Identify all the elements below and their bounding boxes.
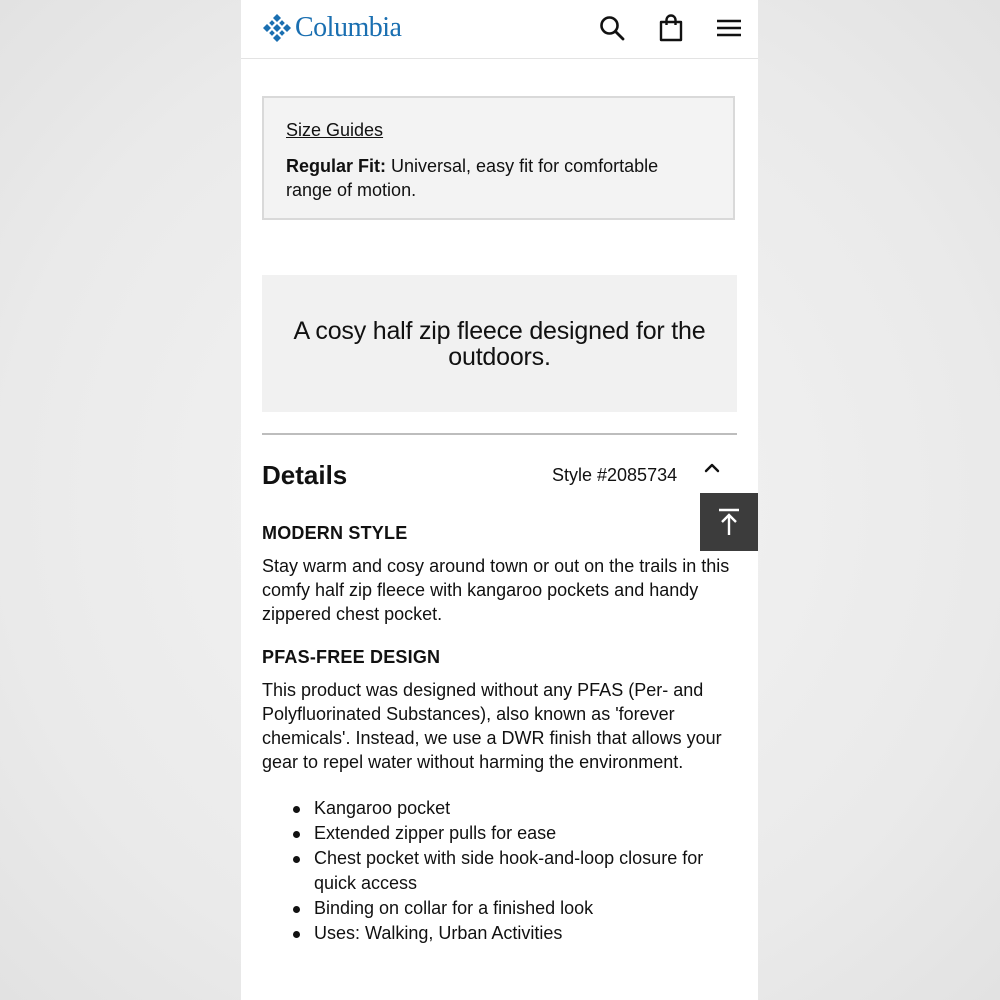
feature-item bbox=[262, 921, 736, 946]
feature-text: Chest pocket with side hook-and-loop closure for quick access bbox=[314, 848, 704, 893]
feature-item bbox=[262, 796, 736, 821]
brand-logo[interactable] bbox=[262, 12, 401, 44]
fit-description bbox=[286, 154, 706, 202]
section-heading-pfas-free: PFAS-FREE DESIGN bbox=[262, 647, 441, 667]
style-number: Style #2085734 bbox=[552, 465, 678, 485]
feature-item bbox=[262, 896, 736, 921]
section-body-pfas-free: This product was designed without any PFAS (Per- and Polyfluorinated Substances), also known as 'forever chemicals'. Instead, we use a DWR finish that allows your gear to repel water without harming the environment. bbox=[262, 680, 722, 772]
section-heading-modern-style: MODERN STYLE bbox=[262, 523, 408, 543]
details-heading[interactable]: Details bbox=[262, 460, 348, 490]
details-content bbox=[262, 520, 742, 946]
fit-text: Universal, easy fit for comfortable range of motion. bbox=[286, 156, 659, 200]
feature-text: Extended zipper pulls for ease bbox=[314, 823, 557, 843]
columbia-diamond-icon bbox=[262, 13, 292, 43]
feature-text: Kangaroo pocket bbox=[314, 798, 451, 818]
bullet-icon bbox=[293, 856, 300, 863]
feature-item bbox=[262, 846, 736, 896]
site-header bbox=[241, 0, 758, 59]
bullet-icon bbox=[293, 806, 300, 813]
feature-list bbox=[262, 796, 742, 946]
arrow-to-top-icon bbox=[700, 493, 758, 551]
section-body-modern-style: Stay warm and cosy around town or out on the trails in this comfy half zip fleece with kangaroo pockets and handy zippered chest pocket. bbox=[262, 556, 730, 624]
bullet-icon bbox=[293, 931, 300, 938]
fit-label: Regular Fit: bbox=[286, 156, 387, 176]
feature-text: Uses: Walking, Urban Activities bbox=[314, 923, 563, 943]
size-guide-panel bbox=[262, 96, 735, 220]
product-tagline: A cosy half zip fleece designed for the outdoors. bbox=[293, 316, 706, 371]
tagline-banner bbox=[262, 275, 737, 412]
product-page bbox=[241, 0, 758, 1000]
bullet-icon bbox=[293, 906, 300, 913]
chevron-up-icon[interactable] bbox=[703, 460, 721, 474]
feature-text: Binding on collar for a finished look bbox=[314, 898, 594, 918]
shopping-bag-icon[interactable] bbox=[657, 14, 685, 42]
menu-icon[interactable] bbox=[715, 14, 743, 42]
size-guides-link[interactable]: Size Guides bbox=[286, 120, 384, 140]
feature-item bbox=[262, 821, 736, 846]
section-divider bbox=[262, 433, 737, 435]
search-icon[interactable] bbox=[598, 14, 626, 42]
brand-wordmark: Columbia bbox=[295, 12, 402, 43]
scroll-to-top-button[interactable] bbox=[700, 493, 758, 551]
bullet-icon bbox=[293, 831, 300, 838]
